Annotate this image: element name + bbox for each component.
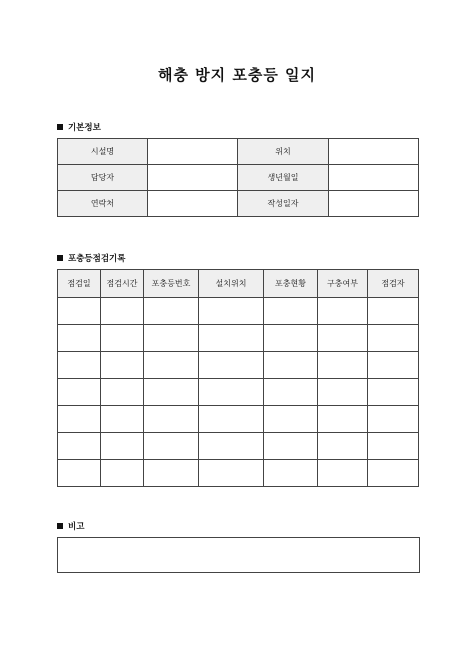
log-cell[interactable]: [144, 379, 199, 406]
log-cell[interactable]: [144, 298, 199, 325]
inspection-log-table: [57, 269, 419, 487]
log-cell[interactable]: [58, 433, 101, 460]
table-row: [58, 433, 419, 460]
table-row: [58, 460, 419, 487]
remarks-heading: [57, 520, 84, 532]
table-row: [58, 406, 419, 433]
log-cell[interactable]: [368, 352, 419, 379]
info-label: 생년월일: [238, 165, 329, 191]
log-cell[interactable]: [144, 406, 199, 433]
page-title: 해충 방지 포충등 일지: [157, 66, 317, 84]
log-cell[interactable]: [264, 460, 318, 487]
log-cell[interactable]: [264, 352, 318, 379]
log-cell[interactable]: [264, 406, 318, 433]
log-cell[interactable]: [199, 433, 264, 460]
log-cell[interactable]: [264, 433, 318, 460]
log-column-header: 포충등번호: [144, 270, 199, 298]
table-row: [58, 298, 419, 325]
log-cell[interactable]: [368, 406, 419, 433]
log-cell[interactable]: [144, 352, 199, 379]
log-cell[interactable]: [58, 352, 101, 379]
info-value-cell[interactable]: [148, 139, 238, 165]
log-cell[interactable]: [318, 298, 368, 325]
info-row: [58, 139, 419, 165]
log-cell[interactable]: [199, 325, 264, 352]
log-cell[interactable]: [58, 298, 101, 325]
table-row: [58, 325, 419, 352]
log-cell[interactable]: [144, 325, 199, 352]
log-cell[interactable]: [101, 352, 144, 379]
log-column-header: 포충현황: [264, 270, 318, 298]
log-cell[interactable]: [264, 379, 318, 406]
log-cell[interactable]: [368, 379, 419, 406]
square-bullet-icon: [57, 255, 63, 261]
log-cell[interactable]: [58, 379, 101, 406]
table-row: [58, 379, 419, 406]
log-cell[interactable]: [101, 298, 144, 325]
log-cell[interactable]: [318, 460, 368, 487]
log-cell[interactable]: [58, 460, 101, 487]
log-cell[interactable]: [368, 325, 419, 352]
log-cell[interactable]: [199, 352, 264, 379]
square-bullet-icon: [57, 124, 63, 130]
info-label: 담당자: [58, 165, 148, 191]
log-cell[interactable]: [318, 406, 368, 433]
info-value-cell[interactable]: [329, 191, 419, 217]
log-cell[interactable]: [101, 325, 144, 352]
log-cell[interactable]: [101, 460, 144, 487]
info-value-cell[interactable]: [329, 165, 419, 191]
log-cell[interactable]: [318, 352, 368, 379]
log-cell[interactable]: [368, 433, 419, 460]
log-cell[interactable]: [58, 325, 101, 352]
log-cell[interactable]: [199, 298, 264, 325]
log-column-header: 점검일: [58, 270, 101, 298]
info-value-cell[interactable]: [148, 191, 238, 217]
log-heading-text: 포충등점검기록: [68, 254, 126, 264]
basic-info-heading-text: 기본정보: [68, 123, 101, 133]
log-cell[interactable]: [318, 325, 368, 352]
log-cell[interactable]: [264, 325, 318, 352]
info-row: [58, 191, 419, 217]
remarks-heading-text: 비고: [68, 522, 85, 532]
log-cell[interactable]: [101, 433, 144, 460]
log-cell[interactable]: [199, 460, 264, 487]
log-cell[interactable]: [199, 406, 264, 433]
info-row: [58, 165, 419, 191]
basic-info-table: [57, 138, 419, 217]
log-cell[interactable]: [199, 379, 264, 406]
info-label: 시설명: [58, 139, 148, 165]
log-cell[interactable]: [58, 406, 101, 433]
log-cell[interactable]: [368, 298, 419, 325]
log-cell[interactable]: [368, 460, 419, 487]
log-cell[interactable]: [318, 433, 368, 460]
log-cell[interactable]: [101, 379, 144, 406]
log-cell[interactable]: [264, 298, 318, 325]
info-label: 연락처: [58, 191, 148, 217]
info-label: 작성일자: [238, 191, 329, 217]
log-cell[interactable]: [144, 433, 199, 460]
log-column-header: 구충여부: [318, 270, 368, 298]
log-cell[interactable]: [101, 406, 144, 433]
remarks-box[interactable]: [57, 537, 420, 573]
table-row: [58, 352, 419, 379]
log-column-header: 점검시간: [101, 270, 144, 298]
log-cell[interactable]: [144, 460, 199, 487]
log-column-header: 점검자: [368, 270, 419, 298]
log-column-header: 설치위치: [199, 270, 264, 298]
info-value-cell[interactable]: [148, 165, 238, 191]
log-cell[interactable]: [318, 379, 368, 406]
info-label: 위치: [238, 139, 329, 165]
square-bullet-icon: [57, 523, 63, 529]
info-value-cell[interactable]: [329, 139, 419, 165]
basic-info-heading: [57, 121, 101, 133]
log-heading: [57, 252, 125, 264]
